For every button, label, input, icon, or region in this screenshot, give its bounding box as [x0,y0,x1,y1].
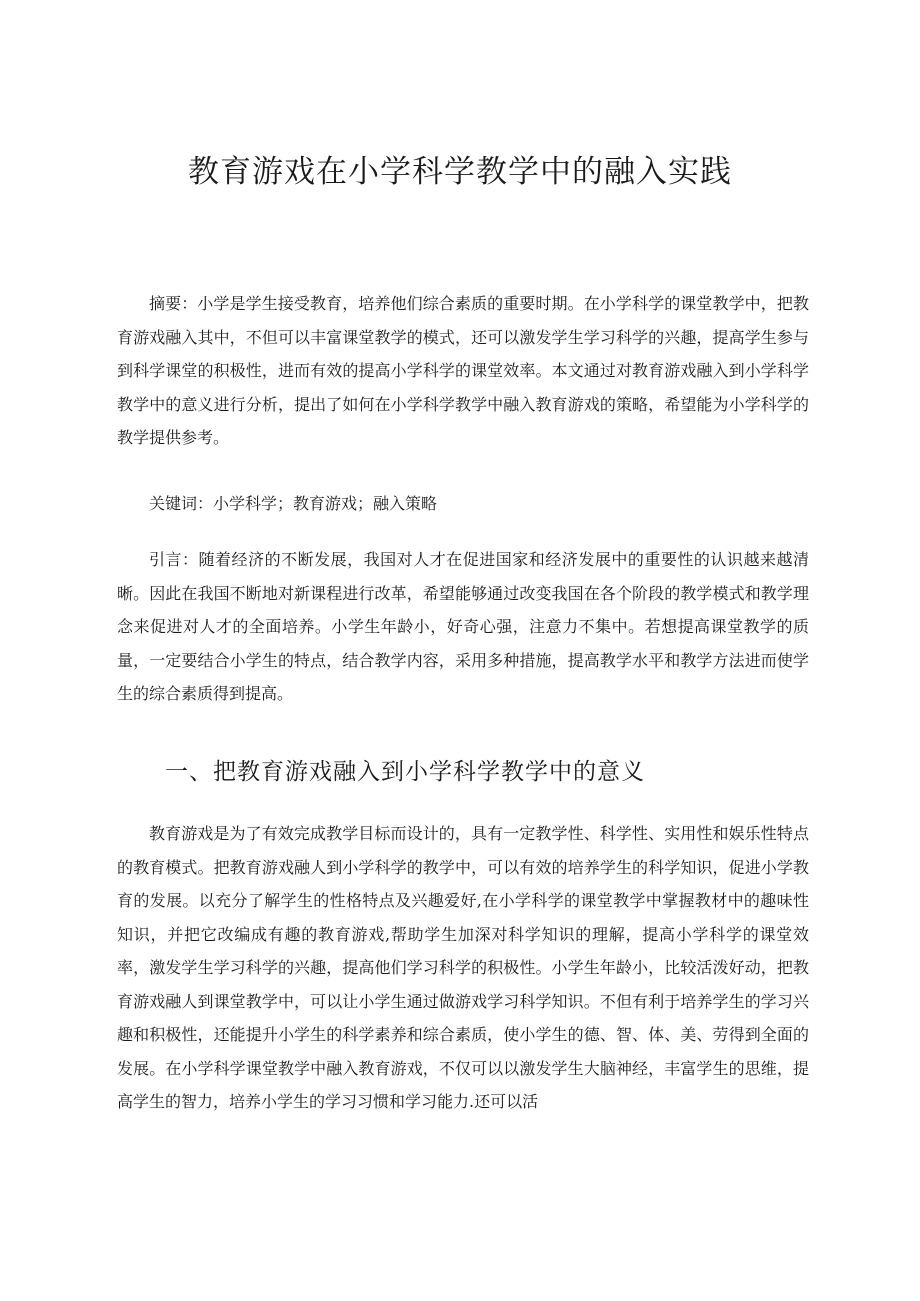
intro-paragraph: 引言：随着经济的不断发展，我国对人才在促进国家和经济发展中的重要性的认识越来越清晰。因此在我国不断地对新课程进行改革，希望能够通过改变我国在各个阶段的教学模式和教学理念来促进对人才的全面培养。小学生年龄小，好奇心强，注意力不集中。若想提高课堂教学的质量，一定要结合小学生的特点，结合教学内容，采用多种措施，提高教学水平和教学方法进而使学生的综合素质得到提高。 [117,550,809,703]
section-1-body-paragraph: 教育游戏是为了有效完成教学目标而设计的，具有一定教学性、科学性、实用性和娱乐性特点的教育模式。把教育游戏融人到小学科学的教学中，可以有效的培养学生的科学知识，促进小学教育的发展。以充分了解学生的性格特点及兴趣爱好,在小学科学的课堂教学中掌握教材中的趣味性知识，并把它改编成有趣的教育游戏,帮助学生加深对科学知识的理解，提高小学科学的课堂效率，激发学生学习科学的兴趣，提高他们学习科学的积极性。小学生年龄小，比较活泼好动，把教育游戏融人到课堂教学中，可以让小学生通过做游戏学习科学知识。不但有利于培养学生的学习兴趣和积极性，还能提升小学生的科学素养和综合素质，使小学生的德、智、体、美、劳得到全面的发展。在小学科学课堂教学中融入教育游戏，不仅可以以激发学生大脑神经，丰富学生的思维，提高学生的智力，培养小学生的学习习惯和学习能力.还可以活 [117,824,809,1111]
abstract-paragraph: 摘要：小学是学生接受教育，培养他们综合素质的重要时期。在小学科学的课堂教学中，把教育游戏融入其中，不但可以丰富课堂教学的模式，还可以激发学生学习科学的兴趣，提高学生参与到科学课堂的积极性，进而有效的提高小学科学的课堂效率。本文通过对教育游戏融入到小学科学教学中的意义进行分析，提出了如何在小学科学教学中融入教育游戏的策略，希望能为小学科学的教学提供参考。 [117,294,809,447]
section-1-heading: 一、把教育游戏融入到小学科学教学中的意义 [165,759,645,785]
document-title: 教育游戏在小学科学教学中的融入实践 [188,154,732,190]
keywords-paragraph: 关键词：小学科学；教育游戏；融入策略 [149,494,438,513]
